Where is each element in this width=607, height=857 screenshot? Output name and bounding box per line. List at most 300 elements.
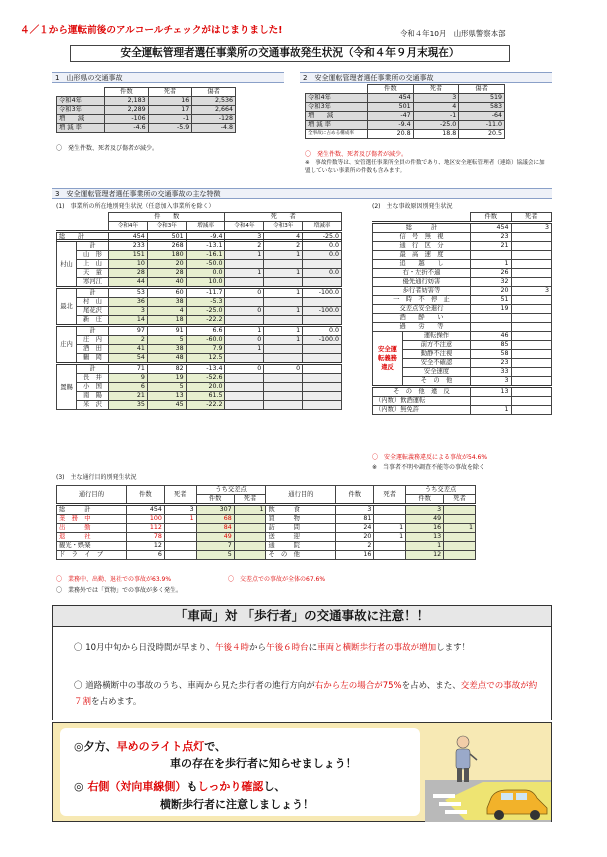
table-cell bbox=[303, 354, 342, 364]
table-cell: 増減率 bbox=[303, 222, 342, 232]
table-cell bbox=[164, 524, 196, 533]
table-cell: 1 bbox=[444, 524, 476, 533]
table-cell: 23 bbox=[471, 233, 512, 242]
table-cell: 1 bbox=[234, 505, 266, 515]
table-cell: 前方不注意 bbox=[403, 341, 471, 350]
table-cell: 小 国 bbox=[77, 383, 109, 392]
tip-2b: 横断歩行者に注意しましょう！ bbox=[160, 798, 314, 811]
table-cell bbox=[225, 401, 264, 410]
table-cell: 2,183 bbox=[105, 97, 149, 106]
table-cell: 19 bbox=[471, 305, 512, 314]
table-cell: 454 bbox=[368, 94, 414, 103]
table-cell: 令和4年 bbox=[225, 222, 264, 232]
table-cell: 件数 bbox=[406, 495, 444, 505]
table-cell: 令和4年 bbox=[306, 94, 368, 103]
table-cell bbox=[471, 251, 512, 260]
table-cell bbox=[303, 278, 342, 288]
table-cell: 通 院 bbox=[266, 542, 336, 551]
table-cell: 上 山 bbox=[77, 260, 109, 269]
tip-1b: 車の存在を歩行者に知らせましょう！ bbox=[170, 757, 357, 770]
table-row bbox=[373, 242, 552, 251]
table-cell: -1 bbox=[413, 112, 459, 121]
table-cell bbox=[511, 406, 552, 415]
table-row bbox=[57, 336, 342, 345]
table-cell bbox=[444, 505, 476, 515]
table-cell: 令和4年 bbox=[57, 97, 105, 106]
table-cell bbox=[164, 533, 196, 542]
table-cell: 0.0 bbox=[186, 269, 225, 278]
table-cell: 件数 bbox=[471, 213, 512, 223]
table-cell: 飲 食 bbox=[266, 505, 336, 515]
table-row bbox=[57, 551, 476, 560]
table-cell: 7.9 bbox=[186, 345, 225, 354]
duty-violation-label: 安全運転義務違反 bbox=[373, 332, 403, 387]
table-cell: 天 童 bbox=[77, 269, 109, 278]
table-cell bbox=[264, 354, 303, 364]
table-row bbox=[57, 505, 476, 515]
table-cell bbox=[511, 296, 552, 305]
table-cell bbox=[471, 323, 512, 332]
table-cell: -106 bbox=[105, 115, 149, 124]
table-row bbox=[373, 260, 552, 269]
table-cell bbox=[511, 251, 552, 260]
table-row bbox=[373, 314, 552, 323]
pedestrian-car-illustration bbox=[425, 722, 551, 822]
table-cell: 519 bbox=[459, 94, 505, 103]
area-label: 最北 bbox=[57, 288, 77, 326]
table-cell bbox=[264, 345, 303, 354]
table-cell: 退 社 bbox=[57, 533, 127, 542]
table-cell: 454 bbox=[471, 223, 512, 233]
table-row bbox=[57, 401, 342, 410]
table-cell: -5.3 bbox=[186, 298, 225, 307]
table-cell bbox=[444, 515, 476, 524]
table-cell: -4.6 bbox=[105, 124, 149, 133]
table-cell: 死者 bbox=[374, 486, 406, 505]
table-cell: -100.0 bbox=[303, 307, 342, 316]
table-cell: 令和3年 bbox=[147, 222, 186, 232]
table-cell bbox=[511, 305, 552, 314]
table-cell: 1 bbox=[264, 307, 303, 316]
table-cell: ド ラ イ ブ bbox=[57, 551, 127, 560]
table-cell: 1 bbox=[264, 336, 303, 345]
table-cell: 0 bbox=[225, 336, 264, 345]
warning-banner: 「車両」対 「歩行者」の交通事故に注意！！ bbox=[52, 605, 552, 627]
table-cell bbox=[444, 551, 476, 560]
section3-heading: 3 安全運転管理者選任事業所の交通事故の主な特徴 bbox=[52, 188, 552, 199]
table-row bbox=[57, 524, 476, 533]
table-cell bbox=[471, 314, 512, 323]
table-cell: -16.1 bbox=[186, 251, 225, 260]
table-cell: -50.0 bbox=[186, 260, 225, 269]
table-cell: 35 bbox=[109, 401, 148, 410]
table-cell: 20.5 bbox=[459, 130, 505, 139]
table-cell: 動静不注視 bbox=[403, 350, 471, 359]
table-row bbox=[373, 287, 552, 296]
table-cell: 増 減 率 bbox=[306, 121, 368, 130]
table-row bbox=[57, 515, 476, 524]
table-cell: 13 bbox=[471, 387, 512, 397]
table-cell: 1 bbox=[406, 542, 444, 551]
table-cell: 訪 問 bbox=[266, 524, 336, 533]
table-cell: 28 bbox=[109, 269, 148, 278]
s1-note: 〇 発生件数、死者及び傷者が減少。 bbox=[56, 145, 159, 152]
s2-note2: ※ 事故件数等は、安管選任事業所全員の件数であり、地区安全運転管理者（連絡）協議会に加盟していない事業所の件数も含みます。 bbox=[305, 160, 545, 174]
table-cell bbox=[303, 345, 342, 354]
table-cell bbox=[264, 392, 303, 401]
table-cell bbox=[264, 278, 303, 288]
table-cell: 68 bbox=[196, 515, 234, 524]
table-cell: 45 bbox=[147, 401, 186, 410]
table-cell: 追 越 し bbox=[373, 260, 471, 269]
table-cell: -47 bbox=[368, 112, 414, 121]
table-cell: 交差点安全進行 bbox=[373, 305, 471, 314]
table-cell: 20 bbox=[471, 287, 512, 296]
table-cell: 3 bbox=[511, 287, 552, 296]
table-cell: 3 bbox=[336, 505, 374, 515]
table-cell: 6.6 bbox=[186, 326, 225, 336]
area-label: 村山 bbox=[57, 241, 77, 288]
table-cell: 2 bbox=[264, 241, 303, 251]
table-cell: -22.2 bbox=[186, 401, 225, 410]
table-row bbox=[57, 251, 342, 260]
table-cell bbox=[225, 374, 264, 383]
table-cell: -60.0 bbox=[186, 336, 225, 345]
table-cell: 全事故に占める構成率 bbox=[306, 130, 368, 139]
table-cell bbox=[264, 316, 303, 326]
table-cell bbox=[225, 354, 264, 364]
table-cell bbox=[511, 332, 552, 341]
table-cell: 21 bbox=[109, 392, 148, 401]
table-cell: 死者 bbox=[148, 88, 192, 97]
table-cell: 死者 bbox=[444, 495, 476, 505]
table-cell bbox=[511, 278, 552, 287]
table-cell bbox=[511, 397, 552, 406]
table-cell: 件 数 bbox=[109, 213, 225, 222]
table-cell: 3 bbox=[511, 223, 552, 233]
table-cell bbox=[234, 515, 266, 524]
table-cell: 51 bbox=[471, 296, 512, 305]
table-cell: 49 bbox=[196, 533, 234, 542]
table-cell: うち交差点 bbox=[406, 486, 476, 495]
table-row bbox=[57, 364, 342, 374]
table-cell bbox=[511, 260, 552, 269]
table-cell: 49 bbox=[406, 515, 444, 524]
table-cell: 84 bbox=[196, 524, 234, 533]
table-row bbox=[57, 241, 342, 251]
table-cell: 件数 bbox=[336, 486, 374, 505]
table-cell: -64 bbox=[459, 112, 505, 121]
table-cell: 件数 bbox=[126, 486, 164, 505]
table-cell bbox=[225, 260, 264, 269]
table-row bbox=[57, 260, 342, 269]
table-cell bbox=[164, 542, 196, 551]
table-cell: 1 bbox=[225, 269, 264, 278]
table-cell: 20 bbox=[147, 260, 186, 269]
table-cell bbox=[374, 515, 406, 524]
table-cell: 112 bbox=[126, 524, 164, 533]
table-row bbox=[57, 288, 342, 298]
alert-text: ４／１から運転前後のアルコールチェックがはじまりました! bbox=[20, 25, 283, 36]
table-cell bbox=[303, 374, 342, 383]
table-cell: 歩行者妨害等 bbox=[373, 287, 471, 296]
table-row bbox=[373, 323, 552, 332]
table-cell: 28 bbox=[147, 269, 186, 278]
table-cell: 9 bbox=[109, 374, 148, 383]
table-cell: 100 bbox=[126, 515, 164, 524]
table-cell: 44 bbox=[109, 278, 148, 288]
table-cell: 観光・娯楽 bbox=[57, 542, 127, 551]
table-cell: 死者 bbox=[413, 85, 459, 94]
table-cell: 総 計 bbox=[373, 223, 471, 233]
table-cell: 2,289 bbox=[105, 106, 149, 115]
table-cell: 優先通行妨害 bbox=[373, 278, 471, 287]
table-cell: 0 bbox=[264, 364, 303, 374]
table-causes bbox=[372, 212, 552, 415]
table-cell: そ の 他 違 反 bbox=[373, 387, 471, 397]
table-cell: 151 bbox=[109, 251, 148, 260]
table-cell: -11.7 bbox=[186, 288, 225, 298]
table-cell: 傷者 bbox=[459, 85, 505, 94]
table-cell: 件数 bbox=[105, 88, 149, 97]
table-row bbox=[373, 251, 552, 260]
table-cell bbox=[444, 533, 476, 542]
table-row bbox=[373, 387, 552, 397]
table-cell: -9.4 bbox=[186, 232, 225, 242]
table-cell: 令和3年 bbox=[306, 103, 368, 112]
table-cell: 0.0 bbox=[303, 251, 342, 260]
table-cell bbox=[511, 368, 552, 377]
table-row bbox=[373, 269, 552, 278]
table-cell: 233 bbox=[109, 241, 148, 251]
table-cell bbox=[303, 401, 342, 410]
table-cell: 20.8 bbox=[368, 130, 414, 139]
table-cell bbox=[511, 269, 552, 278]
table-cell: 山 形 bbox=[77, 251, 109, 260]
table-cell: 24 bbox=[336, 524, 374, 533]
table-cell: 一 時 不 停 止 bbox=[373, 296, 471, 305]
table-cell: 0 bbox=[225, 364, 264, 374]
table-cell: 件数 bbox=[196, 495, 234, 505]
table-cell: -4.8 bbox=[192, 124, 236, 133]
table-cell: 増 減 bbox=[57, 115, 105, 124]
table-cell: 増 減 率 bbox=[57, 124, 105, 133]
table-cell bbox=[374, 505, 406, 515]
table-cell bbox=[264, 383, 303, 392]
table-cell: （内数）飲酒運転 bbox=[373, 397, 471, 406]
table-cell: そ の 他 bbox=[403, 377, 471, 387]
table-cell bbox=[303, 298, 342, 307]
table-cell: 454 bbox=[109, 232, 148, 242]
table-cell: 1 bbox=[264, 288, 303, 298]
point-2: 〇 道路横断中の事故のうち、車両から見た歩行者の進行方向が右から左の場合が75%を占め、また、交差点での事故が約７割を占めます。 bbox=[74, 681, 538, 707]
table-cell: 10 bbox=[109, 260, 148, 269]
table-cell: 19 bbox=[147, 374, 186, 383]
table-cell: 21 bbox=[471, 242, 512, 251]
pedestrian-head bbox=[457, 736, 469, 748]
date-org: 令和４年10月 山形県警察本部 bbox=[400, 29, 506, 38]
table-cell: 信 号 無 視 bbox=[373, 233, 471, 242]
table-cell bbox=[303, 316, 342, 326]
t2-note2: ※ 当事者不明や調査不能等の事故を除く bbox=[372, 464, 486, 471]
table-cell: 16 bbox=[148, 97, 192, 106]
table-cell: 12 bbox=[406, 551, 444, 560]
table-cell: 死者 bbox=[511, 213, 552, 223]
table-cell: 長 井 bbox=[77, 374, 109, 383]
table-cell bbox=[303, 260, 342, 269]
table-cell: 1 bbox=[225, 326, 264, 336]
table-cell: 計 bbox=[77, 326, 109, 336]
table-cell: 13 bbox=[147, 392, 186, 401]
table-cell: 令和4年 bbox=[109, 222, 148, 232]
table-cell bbox=[511, 359, 552, 368]
table-cell: 583 bbox=[459, 103, 505, 112]
table-cell: 2 bbox=[109, 336, 148, 345]
area-label: 庄内 bbox=[57, 326, 77, 364]
table-cell: 78 bbox=[126, 533, 164, 542]
table-cell: 48 bbox=[147, 354, 186, 364]
table-cell: -1 bbox=[148, 115, 192, 124]
table-cell: 酒 酔 い bbox=[373, 314, 471, 323]
table-row bbox=[373, 332, 552, 341]
table-cell bbox=[234, 542, 266, 551]
table-cell: 61.5 bbox=[186, 392, 225, 401]
table-cell: 20 bbox=[336, 533, 374, 542]
table-cell bbox=[225, 316, 264, 326]
table-cell: 傷者 bbox=[192, 88, 236, 97]
table-cell: 4 bbox=[264, 232, 303, 242]
table-cell: 36 bbox=[109, 298, 148, 307]
table-cell: 件数 bbox=[368, 85, 414, 94]
table-cell: 12.5 bbox=[186, 354, 225, 364]
table-cell: 死 者 bbox=[225, 213, 342, 222]
table-cell: 出 勤 bbox=[57, 524, 127, 533]
table-cell: 死者 bbox=[164, 486, 196, 505]
table-cell: 60 bbox=[147, 288, 186, 298]
point-1: 〇 10月中旬から日没時間が早まり、午後４時から午後６時台に車両と横断歩行者の事故が増加します！ bbox=[74, 643, 471, 653]
table-cell: 増減率 bbox=[186, 222, 225, 232]
table-cell: -25.0 bbox=[413, 121, 459, 130]
table-cell bbox=[374, 542, 406, 551]
table-cell bbox=[471, 397, 512, 406]
table-cell: 3 bbox=[164, 505, 196, 515]
table-cell bbox=[511, 377, 552, 387]
section2-heading: 2 安全運転管理者選任事業所の交通事故 bbox=[300, 72, 552, 83]
table-cell: 46 bbox=[471, 332, 512, 341]
table-cell bbox=[264, 374, 303, 383]
table-cell: 0.0 bbox=[303, 326, 342, 336]
table-cell: 18 bbox=[147, 316, 186, 326]
table-cell: うち交差点 bbox=[196, 486, 266, 495]
table-cell: 1 bbox=[264, 326, 303, 336]
table-cell bbox=[264, 260, 303, 269]
table-cell: 通行目的 bbox=[57, 486, 127, 505]
table-cell: 買 物 bbox=[266, 515, 336, 524]
table-cell bbox=[264, 401, 303, 410]
table-cell: 97 bbox=[109, 326, 148, 336]
table-cell: 307 bbox=[196, 505, 234, 515]
table-cell: 6 bbox=[109, 383, 148, 392]
table-row bbox=[57, 278, 342, 288]
table-row bbox=[57, 392, 342, 401]
table-cell bbox=[225, 278, 264, 288]
table-cell bbox=[164, 551, 196, 560]
table-cell: -13.4 bbox=[186, 364, 225, 374]
table-cell: 16 bbox=[336, 551, 374, 560]
table-cell bbox=[511, 233, 552, 242]
table-cell: 3 bbox=[406, 505, 444, 515]
table-cell: 2,536 bbox=[192, 97, 236, 106]
section1-heading: 1 山形県の交通事故 bbox=[52, 72, 284, 83]
tip-1a: ◎夕方、早めのライト点灯で、 bbox=[74, 740, 227, 753]
table-cell: 454 bbox=[126, 505, 164, 515]
table-row bbox=[373, 278, 552, 287]
t3-caption: (3) 主な通行目的別発生状況 bbox=[56, 474, 137, 481]
table-row bbox=[57, 316, 342, 326]
table-cell: 16 bbox=[406, 524, 444, 533]
table-purpose bbox=[56, 485, 476, 560]
table-cell: 米 沢 bbox=[77, 401, 109, 410]
table-cell: 新 庄 bbox=[77, 316, 109, 326]
table-cell: 12 bbox=[126, 542, 164, 551]
table-cell: -100.0 bbox=[303, 288, 342, 298]
table-cell: 26 bbox=[471, 269, 512, 278]
table-cell: 81 bbox=[336, 515, 374, 524]
table-cell: 41 bbox=[109, 345, 148, 354]
table-cell: 令和3年 bbox=[264, 222, 303, 232]
table-row bbox=[57, 307, 342, 316]
table-cell: 33 bbox=[471, 368, 512, 377]
table-cell: 過 労 等 bbox=[373, 323, 471, 332]
table-cell: 送 迎 bbox=[266, 533, 336, 542]
table-row bbox=[57, 269, 342, 278]
table-row bbox=[57, 326, 342, 336]
table-cell: 1 bbox=[264, 269, 303, 278]
table-row bbox=[57, 345, 342, 354]
table-cell: 増 減 bbox=[306, 112, 368, 121]
table-row bbox=[57, 298, 342, 307]
table-cell: -25.0 bbox=[303, 232, 342, 242]
table-cell: 23 bbox=[471, 359, 512, 368]
table-cell: 18.8 bbox=[413, 130, 459, 139]
table-cell: 5 bbox=[147, 383, 186, 392]
table-cell: 2 bbox=[225, 241, 264, 251]
table-cell bbox=[511, 341, 552, 350]
table-cell bbox=[511, 242, 552, 251]
table-cell bbox=[511, 350, 552, 359]
table-cell bbox=[234, 524, 266, 533]
table-cell: -13.1 bbox=[186, 241, 225, 251]
table-cell: 180 bbox=[147, 251, 186, 260]
table-cell: -25.0 bbox=[186, 307, 225, 316]
table-cell: 令和3年 bbox=[57, 106, 105, 115]
table-cell: 3 bbox=[413, 94, 459, 103]
table-cell: 0.0 bbox=[303, 269, 342, 278]
table-cell bbox=[225, 383, 264, 392]
area-label: 置賜 bbox=[57, 364, 77, 410]
table-cell: 0 bbox=[225, 307, 264, 316]
table-cell: 運転操作 bbox=[403, 332, 471, 341]
table-cell: 7 bbox=[196, 542, 234, 551]
t2-caption: (2) 主な事故原因別発生状況 bbox=[372, 203, 453, 210]
table-cell bbox=[511, 387, 552, 397]
table-cell: 1 bbox=[374, 524, 406, 533]
table-cell: 1 bbox=[471, 260, 512, 269]
t3-note-a: 〇 業務中、出勤、退社での事故が63.9% bbox=[56, 576, 172, 583]
table-cell: 91 bbox=[147, 326, 186, 336]
table-cell: 1 bbox=[374, 533, 406, 542]
table-row bbox=[373, 397, 552, 406]
